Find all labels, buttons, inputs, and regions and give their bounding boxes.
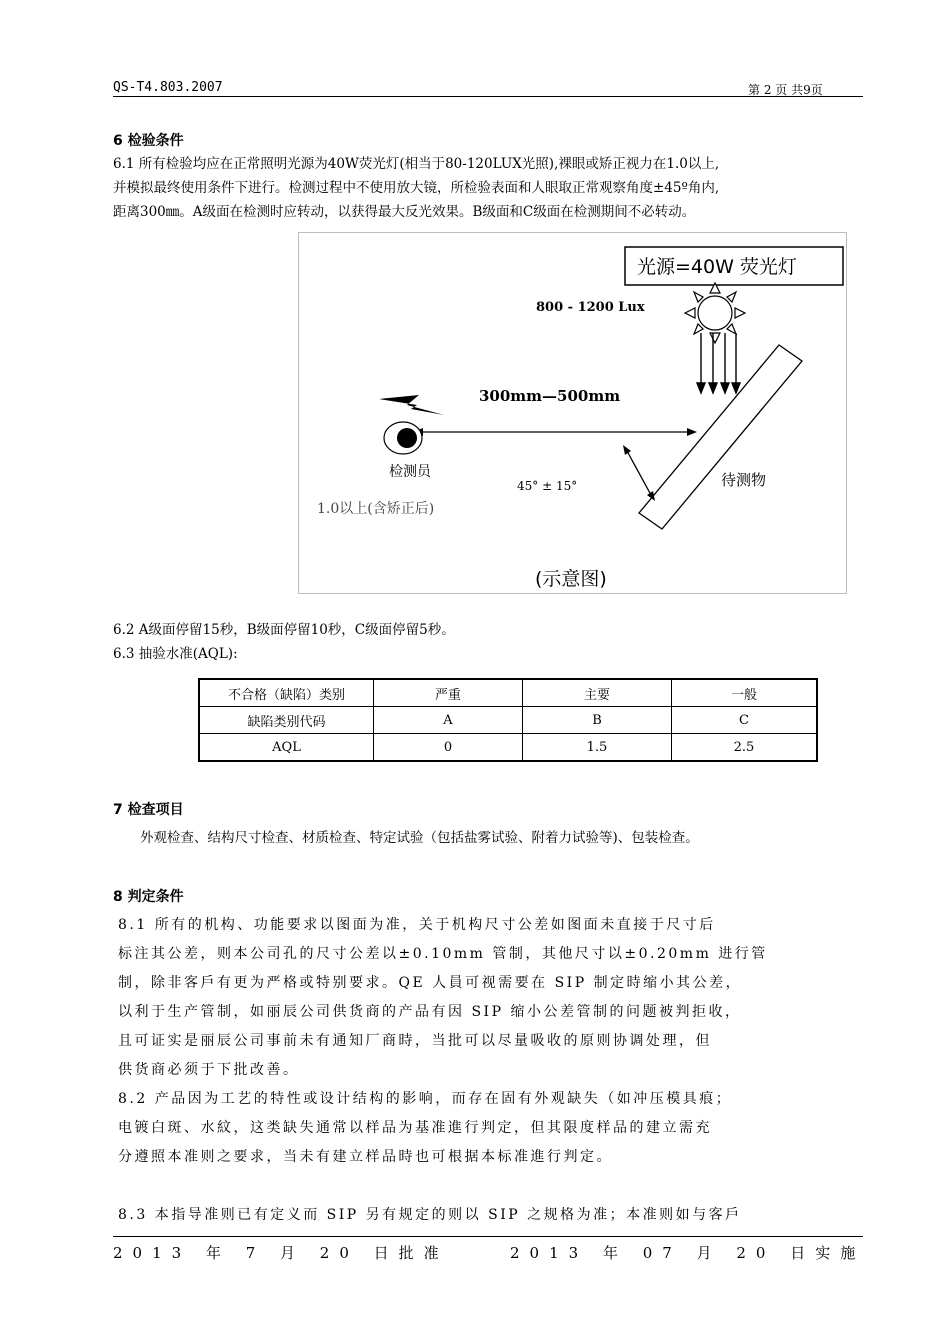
paragraph-line: 电镀白斑、水紋，这类缺失通常以样品为基准進行判定，但其限度样品的建立需充 xyxy=(118,1120,712,1136)
header-divider xyxy=(113,96,863,97)
paragraph-line: 6.1 所有检验均应在正常照明光源为40W荧光灯(相当于80-120LUX光照),裸眼或矫正视力在1.0以上, xyxy=(113,156,720,172)
eye-icon xyxy=(384,422,422,454)
table-header-row xyxy=(199,679,817,707)
table-cell: 1.5 xyxy=(523,734,672,762)
paragraph-line: 且可证实是丽辰公司事前未有通知厂商時，当批可以尽量吸收的原则协调处理，但 xyxy=(118,1033,712,1049)
test-object xyxy=(639,345,802,529)
section-7-title: 7 检查项目 xyxy=(113,802,184,818)
table-header-cell: 不合格（缺陷）类别 xyxy=(199,679,374,707)
light-rays xyxy=(697,333,740,393)
lux-label: 800 - 1200 Lux xyxy=(536,300,645,315)
section-8-title: 8 判定条件 xyxy=(113,889,184,905)
paragraph-line: 并模拟最终使用条件下进行。检测过程中不使用放大镜，所检验表面和人眼取正常观察角度±45º角内, xyxy=(113,180,720,196)
distance-label: 300mm—500mm xyxy=(479,387,621,405)
paragraph-line: 标注其公差，则本公司孔的尺寸公差以±0.10mm 管制，其他尺寸以±0.20mm 进行管 xyxy=(118,946,768,962)
paragraph-line: 制，除非客戶有更为严格或特别要求。QE 人員可视需要在 SIP 制定時缩小其公差， xyxy=(118,975,743,991)
page-number: 第 2 页 共9页 xyxy=(748,83,823,97)
vision-label: 1.0以上(含矫正后) xyxy=(317,501,435,517)
paragraph-6-1 xyxy=(113,152,863,224)
approval-date: 2013 年 7 月 20 日批准 xyxy=(113,1244,449,1262)
sight-mark-icon xyxy=(379,395,444,415)
paragraph-line: 距离300㎜。A级面在检测时应转动，以获得最大反光效果。B级面和C级面在检测期间不必转动。 xyxy=(113,204,696,220)
inspection-diagram xyxy=(298,232,847,594)
paragraph-6-3: 6.3 抽验水准(AQL): xyxy=(113,646,238,662)
footer-divider xyxy=(113,1236,863,1237)
inspector-label: 检测员 xyxy=(389,464,431,480)
object-label: 待测物 xyxy=(721,471,767,489)
paragraph-line: 供货商必须于下批改善。 xyxy=(118,1062,300,1078)
paragraph-8-1 xyxy=(118,911,853,1085)
aql-table xyxy=(198,678,818,762)
paragraph-8-3: 8.3 本指导准则已有定义而 SIP 另有规定的则以 SIP 之规格为准；本准则如与客戶 xyxy=(118,1207,742,1223)
angle-arrow xyxy=(627,451,651,495)
document-code: QS-T4.803.2007 xyxy=(113,80,223,95)
table-cell: B xyxy=(523,707,672,734)
effective-date: 2013 年 07 月 20 日实施 xyxy=(510,1244,866,1262)
paragraph-line: 以利于生产管制，如丽辰公司供货商的产品有因 SIP 缩小公差管制的问题被判拒收， xyxy=(118,1004,742,1020)
table-cell: C xyxy=(672,707,818,734)
table-header-cell: 严重 xyxy=(374,679,523,707)
paragraph-8-2 xyxy=(118,1085,853,1172)
table-row xyxy=(199,707,817,734)
table-cell: 2.5 xyxy=(672,734,818,762)
paragraph-line: 8.1 所有的机构、功能要求以图面为准，关于机构尺寸公差如图面未直接于尺寸后 xyxy=(118,917,716,933)
section-6-title: 6 检验条件 xyxy=(113,133,184,149)
light-source-label: 光源=40W 荧光灯 xyxy=(637,256,797,278)
table-header-cell: 主要 xyxy=(523,679,672,707)
paragraph-line: 分遵照本准则之要求，当未有建立样品時也可根据本标准進行判定。 xyxy=(118,1149,613,1165)
angle-label: 45° ± 15° xyxy=(517,479,578,493)
figure-caption: (示意图) xyxy=(535,568,607,590)
paragraph-line: 8.2 产品因为工艺的特性或设计结构的影响，而存在固有外观缺失（如冲压模具痕； xyxy=(118,1091,733,1107)
section-7-body: 外观检查、结构尺寸检查、材质检查、特定试验（包括盐雾试验、附着力试验等)、包装检查。 xyxy=(140,830,699,846)
table-row xyxy=(199,734,817,762)
table-cell: A xyxy=(374,707,523,734)
table-cell: 0 xyxy=(374,734,523,762)
table-header-cell: 一般 xyxy=(672,679,818,707)
paragraph-6-2: 6.2 A级面停留15秒，B级面停留10秒，C级面停留5秒。 xyxy=(113,622,455,638)
table-cell: AQL xyxy=(199,734,374,762)
table-cell: 缺陷类别代码 xyxy=(199,707,374,734)
